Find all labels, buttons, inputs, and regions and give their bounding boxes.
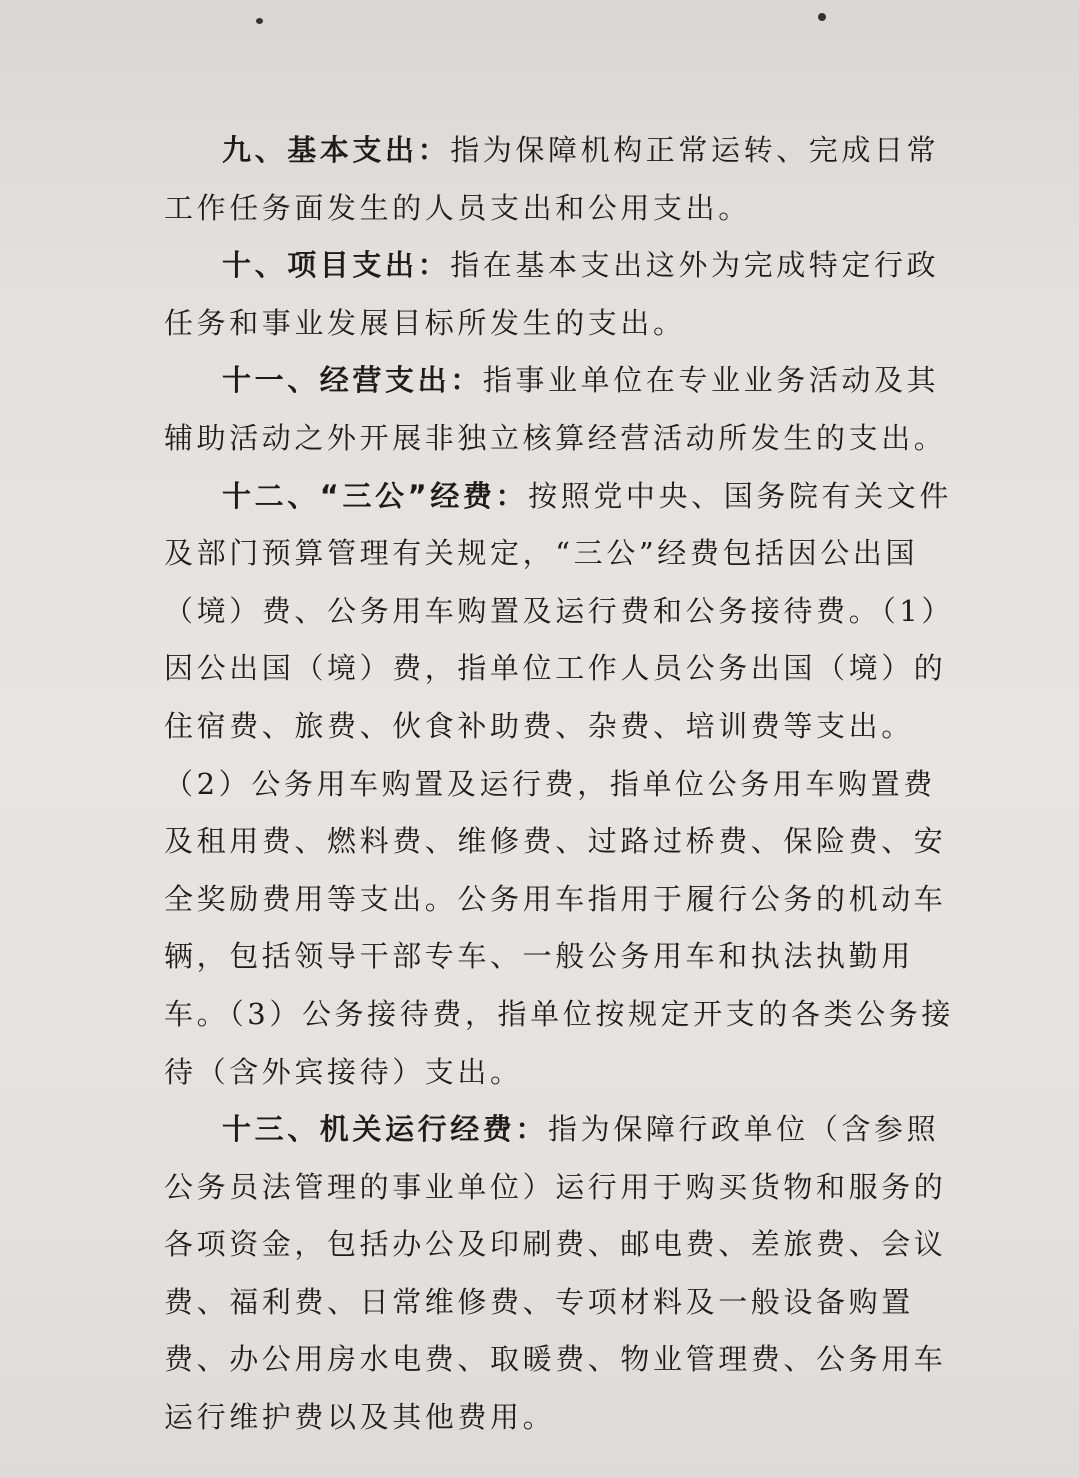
paragraph-heading: 十、项目支出： [222,248,451,283]
document-body [164,122,964,1447]
paragraph-body: 指事业单位在专业业务活动及其辅助活动之外开展非独立核算经营活动所发生的支出。 [164,363,947,455]
punch-hole-mark [256,18,263,24]
paragraph-agency-operating-funds [164,1101,964,1447]
paragraph-heading: 十二、“三公”经费： [222,478,529,513]
paragraph-three-public-expenses [164,468,964,1102]
paragraph-heading: 十三、机关运行经费： [222,1112,549,1147]
paragraph-body: 指为保障行政单位（含参照公务员法管理的事业单位）运行用于购买货物和服务的各项资金，包括办公及印刷费、邮电费、差旅费、会议费、福利费、日常维修费、专项材料及一般设备购置费、办公用房水电费、取暖费、物业管理费、公务用车运行维护费以及其他费用。 [164,1112,947,1435]
paragraph-body: 指为保障机构正常运转、完成日常工作任务面发生的人员支出和公用支出。 [164,133,940,225]
paragraph-basic-expenditure [164,122,964,237]
paragraph-body: 按照党中央、国务院有关文件及部门预算管理有关规定，“三公”经费包括因公出国（境）费、公务用车购置及运行费和公务接待费。（1）因公出国（境）费，指单位工作人员公务出国（境）的住宿费、旅费、伙食补助费、杂费、培训费等支出。（2）公务用车购置及运行费，指单位公务用车购置费及租用费、燃料费、维修费、过路过桥费、保险费、安全奖励费用等支出。公务用车指用于履行公务的机动车辆，包括领导干部专车、一般公务用车和执法执勤用车。（3）公务接待费，指单位按规定开支的各类公务接待（含外宾接待）支出。 [164,478,954,1089]
paragraph-heading: 九、基本支出： [222,133,451,167]
punch-hole-mark [818,13,826,21]
paragraph-heading: 十一、经营支出： [222,363,483,398]
paragraph-body: 指在基本支出这外为完成特定行政任务和事业发展目标所发生的支出。 [164,248,940,340]
paragraph-operating-expenditure [164,352,964,467]
paragraph-project-expenditure [164,237,964,352]
